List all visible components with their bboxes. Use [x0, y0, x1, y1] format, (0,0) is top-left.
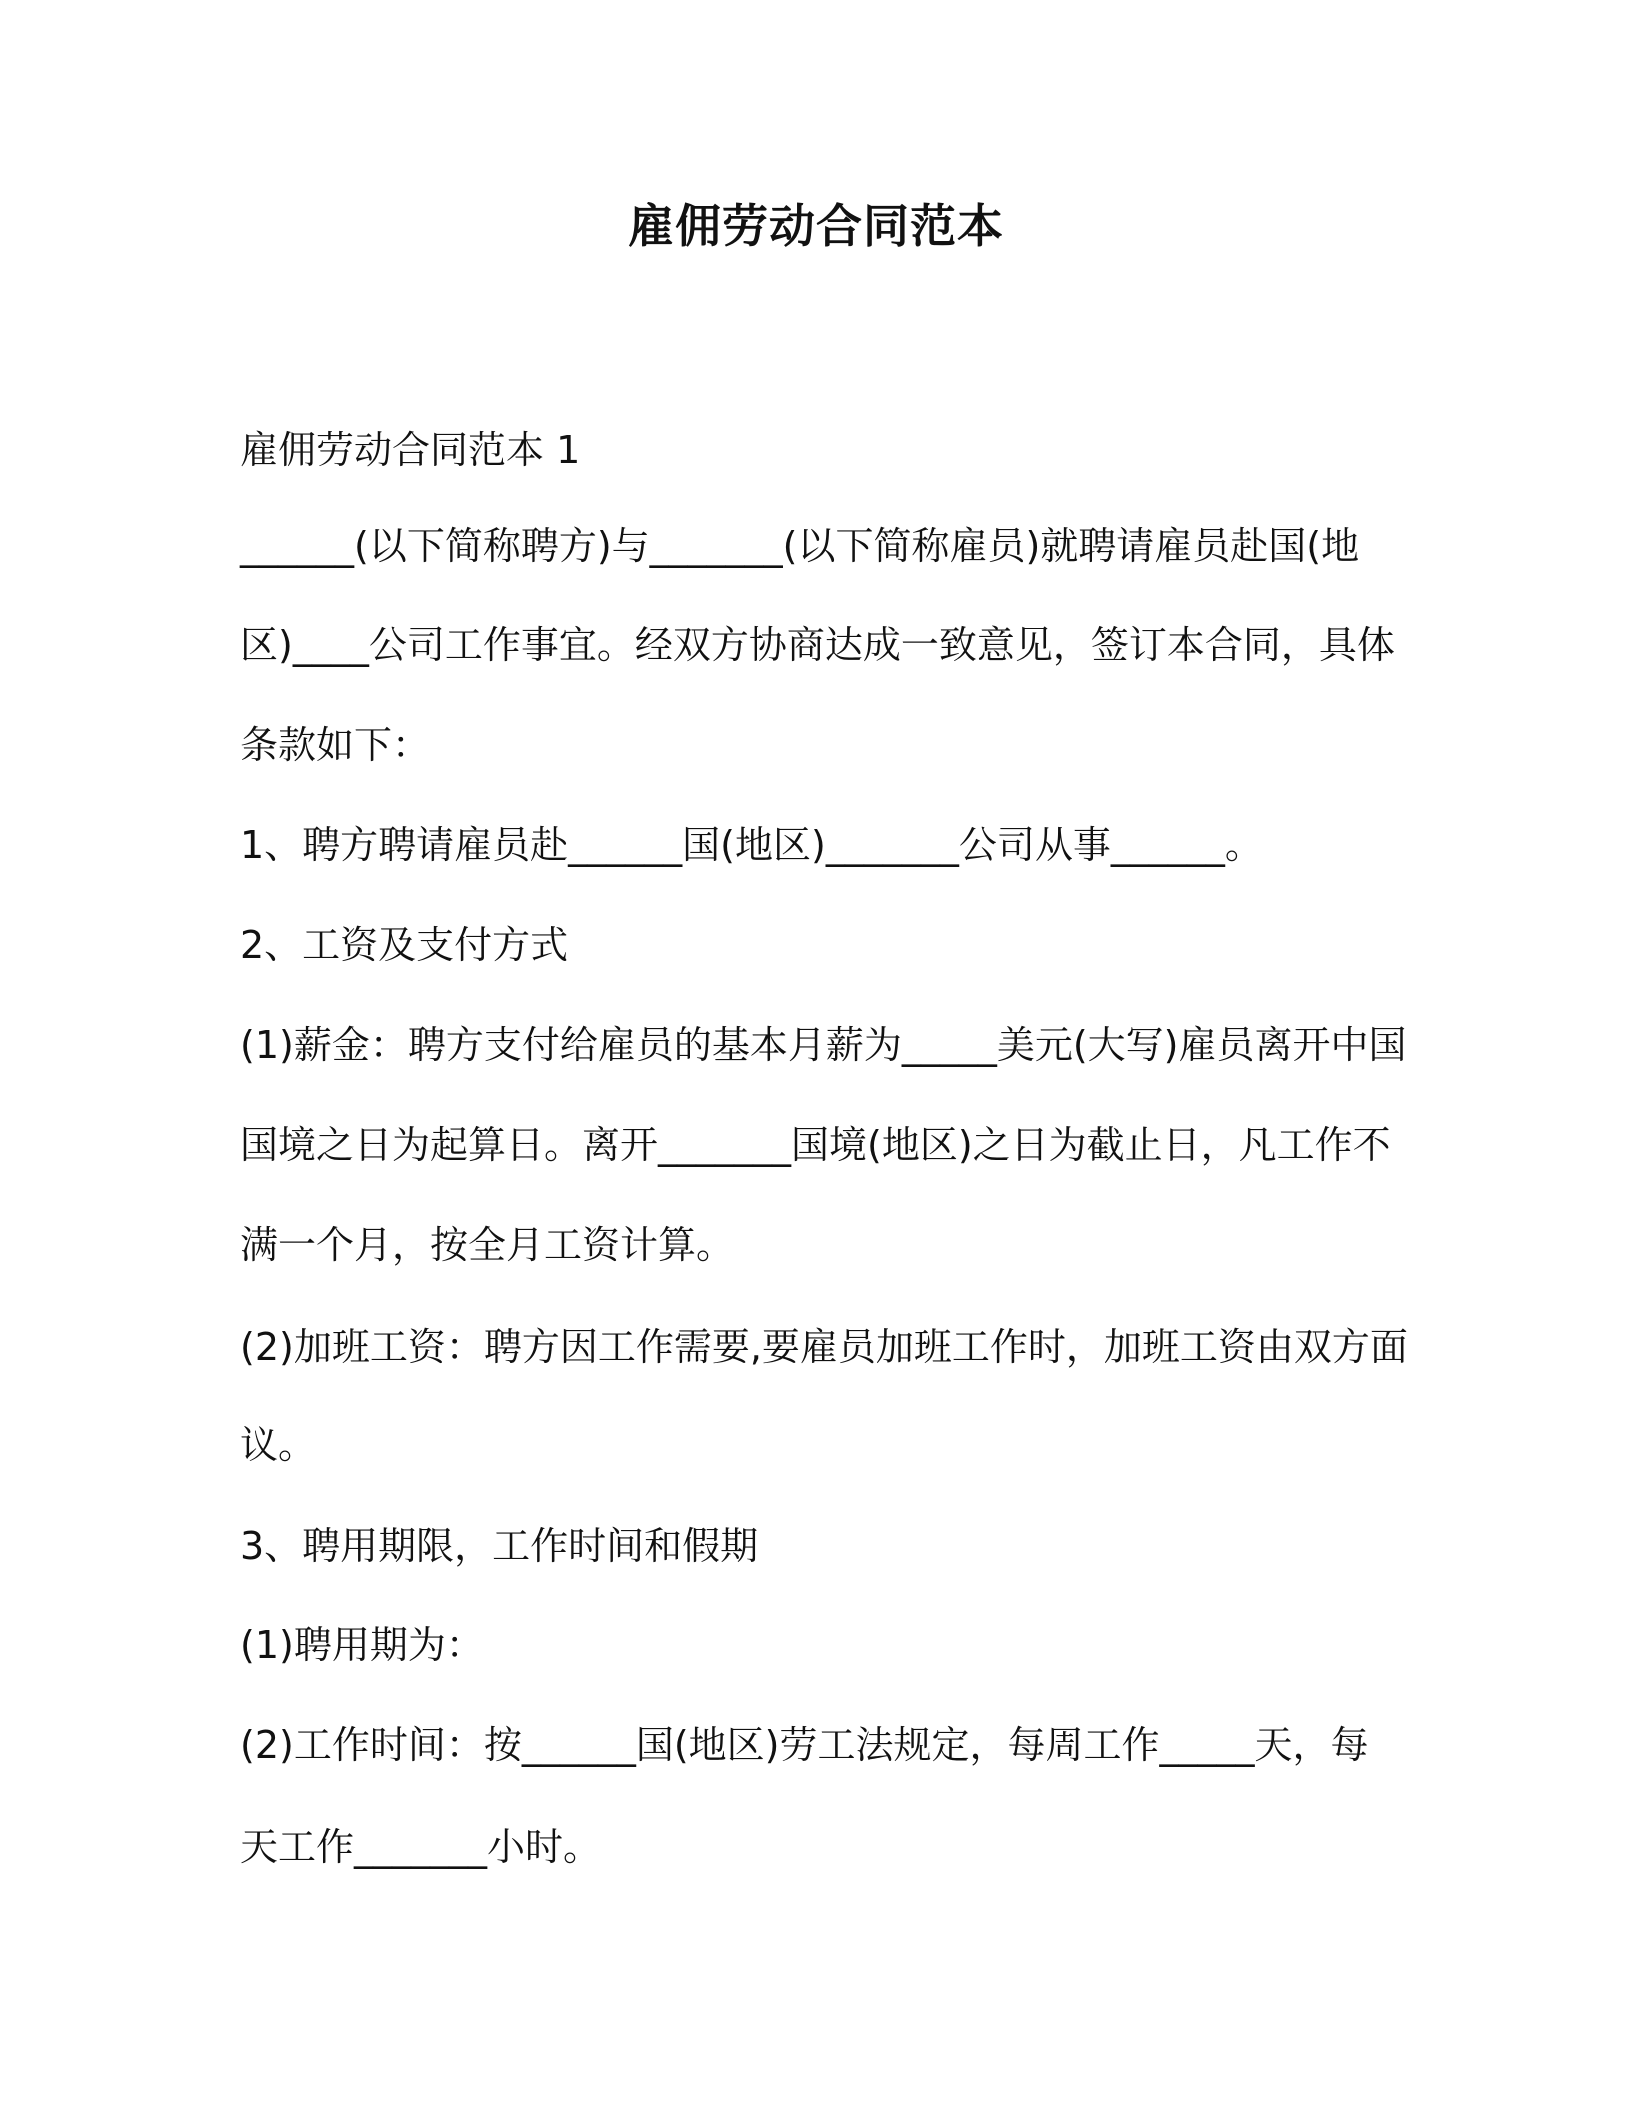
- paragraph-line: (2)加班工资：聘方因工作需要,要雇员加班工作时，加班工资由双方面: [240, 1325, 1408, 1369]
- paragraph-line: 天工作_______小时。: [240, 1825, 602, 1869]
- clause-1: 1、聘方聘请雇员赴______国(地区)_______公司从事______。: [240, 823, 1263, 867]
- section-heading-sample-1: 雇佣劳动合同范本 1: [240, 428, 581, 472]
- paragraph-line: (1)薪金：聘方支付给雇员的基本月薪为_____美元(大写)雇员离开中国: [240, 1023, 1407, 1067]
- paragraph-line: (1)聘用期为：: [240, 1623, 484, 1667]
- paragraph-line: 国境之日为起算日。离开_______国境(地区)之日为截止日，凡工作不: [240, 1123, 1391, 1167]
- paragraph-line: 条款如下：: [240, 723, 431, 767]
- paragraph-line: 区)____公司工作事宜。经双方协商达成一致意见，签订本合同，具体: [240, 623, 1395, 667]
- clause-3-heading: 3、聘用期限，工作时间和假期: [240, 1524, 759, 1568]
- clause-2-heading: 2、工资及支付方式: [240, 923, 569, 967]
- document-title: 雇佣劳动合同范本: [628, 199, 1004, 253]
- paragraph-line: ______(以下简称聘方)与_______(以下简称雇员)就聘请雇员赴国(地: [240, 524, 1360, 568]
- paragraph-line: (2)工作时间：按______国(地区)劳工法规定，每周工作_____天，每: [240, 1723, 1369, 1767]
- paragraph-line: 满一个月，按全月工资计算。: [240, 1223, 735, 1267]
- paragraph-line: 议。: [240, 1423, 317, 1467]
